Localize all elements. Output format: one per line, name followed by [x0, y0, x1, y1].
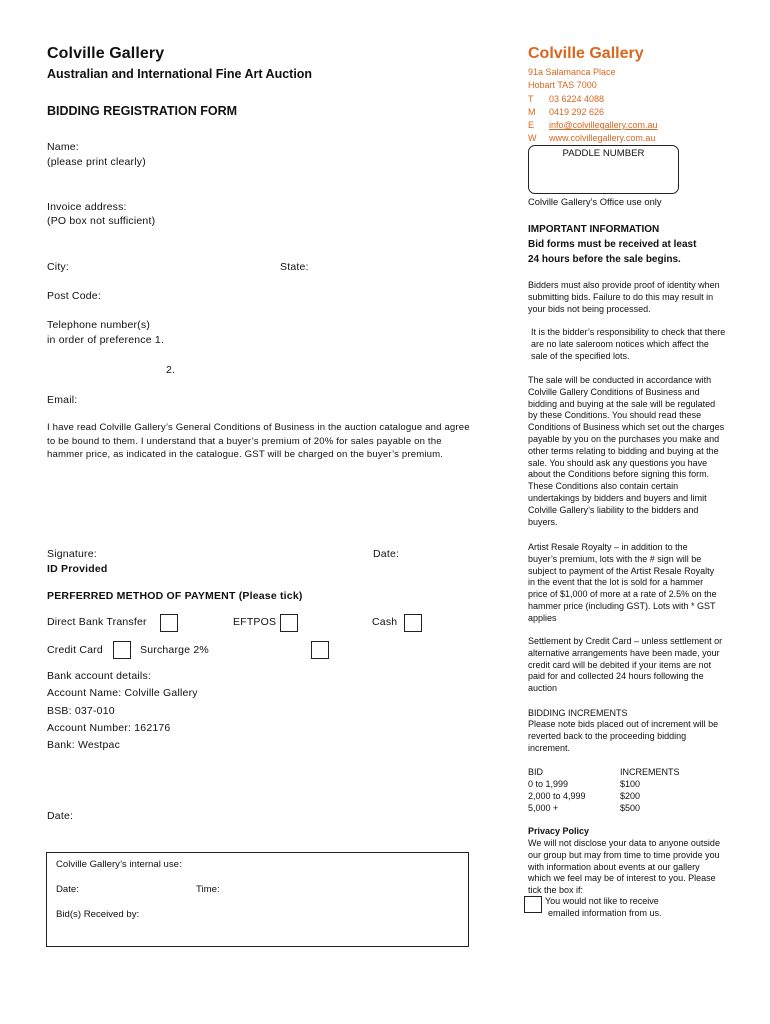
privacy-opt-line-2: emailed information from us. [548, 908, 662, 918]
pay-bank-checkbox[interactable] [160, 614, 178, 632]
royalty-paragraph: Artist Resale Royalty – in addition to the buyer’s premium, lots with the # sign will be subject to payment of the Artist Resale Royalty in the event that the lot is sold for a hammer price of $1,000 of more at a rate of 2.5% on the hammer price (including GST). Lots with * GST applies [528, 542, 717, 623]
web-letter: W [528, 133, 537, 143]
invoice-address-hint: (PO box not sufficient) [47, 215, 156, 227]
internal-use-title: Colville Gallery’s internal use: [56, 859, 182, 870]
important-title: IMPORTANT INFORMATION [528, 224, 660, 235]
pay-cash-checkbox[interactable] [404, 614, 422, 632]
internal-use-box [46, 852, 469, 947]
increment-row-bid: 2,000 to 4,999 [528, 791, 586, 801]
conditions-paragraph: The sale will be conducted in accordance with Colville Gallery Conditions of Business and bidding and buying at the sale will be regulated by these Conditions. You should read these Conditions of Business which set out the charges payable by you on the purchases you make and other terms relating to bidding and buying at the sale. You should ask any questions you have about the Conditions before signing this form. These Conditions also contain certain undertakings by bidders and buyers and limit Colville Gallery’s liability to the bidders and buyers. [528, 375, 725, 527]
state-label: State: [280, 261, 309, 273]
increment-row-inc: $100 [620, 779, 641, 789]
responsibility-paragraph: It is the bidder’s responsibility to check that there are no late saleroom notices which affect the sale of the specified lots. [531, 327, 726, 361]
paddle-number-label: PADDLE NUMBER [562, 148, 645, 159]
increments-header-bid: BID [528, 767, 544, 777]
pay-credit-checkbox[interactable] [113, 641, 131, 659]
internal-date-label: Date: [56, 884, 79, 895]
web-address: www.colvillegallery.com.au [549, 133, 656, 143]
increment-row-bid: 0 to 1,999 [528, 779, 569, 789]
important-line-2: 24 hours before the sale begins. [528, 254, 681, 265]
name-hint: (please print clearly) [47, 156, 146, 168]
signature-date-label: Date: [373, 548, 400, 560]
privacy-opt-line-1: You would not like to receive [545, 896, 659, 906]
signature-label: Signature: [47, 548, 97, 560]
form-subtitle: Australian and International Fine Art Auction [47, 67, 313, 81]
increments-title: BIDDING INCREMENTS [528, 708, 628, 718]
increments-text: Please note bids placed out of increment will be reverted back to the proceeding bidding increment. [528, 719, 719, 753]
increments-header-inc: INCREMENTS [620, 767, 680, 777]
telephone-second: 2. [166, 364, 176, 376]
bank-details-title: Bank account details: [47, 670, 152, 682]
privacy-opt-out-checkbox[interactable] [524, 896, 542, 913]
invoice-address-label: Invoice address: [47, 201, 127, 213]
email-link[interactable]: info@colvillegallery.com.au [549, 120, 658, 130]
paddle-number-box [528, 145, 679, 194]
pay-eftpos-label: EFTPOS [233, 616, 277, 628]
privacy-text: We will not disclose your data to anyone outside our group but may from time to time provide you with information about events at our gallery which we feel may be of interest to you. Please tick the box if: [528, 838, 720, 896]
gallery-title: Colville Gallery [47, 45, 165, 62]
mobile-number: 0419 292 626 [549, 107, 605, 117]
increment-row-inc: $200 [620, 791, 641, 801]
increment-row-bid: 5,000 + [528, 803, 559, 813]
office-use-note: Colville Gallery’s Office use only [528, 196, 662, 207]
bank-account-number: Account Number: 162176 [47, 722, 171, 734]
bottom-date-label: Date: [47, 810, 74, 822]
form-title: BIDDING REGISTRATION FORM [47, 104, 238, 118]
id-provided-label: ID Provided [47, 563, 108, 575]
pay-credit-label: Credit Card [47, 644, 103, 656]
phone-letter: T [528, 94, 534, 104]
phone-number: 03 6224 4088 [549, 94, 605, 104]
email-letter: E [528, 120, 535, 130]
email-label: Email: [47, 394, 78, 406]
agreement-text: I have read Colville Gallery’s General Conditions of Business in the auction catalogue and agree to be bound to them. I understand that a buyer’s premium of 20% for sales payable on the hammer price, as indicated in the catalogue. GST will be charged on the buyer’s premium. [47, 422, 470, 461]
pay-surcharge-checkbox[interactable] [311, 641, 329, 659]
bank-bsb: BSB: 037-010 [47, 705, 115, 717]
pay-cash-label: Cash [372, 616, 398, 628]
city-label: City: [47, 261, 69, 273]
address-line-2: Hobart TAS 7000 [528, 80, 597, 90]
important-line-1: Bid forms must be received at least [528, 239, 697, 250]
privacy-title: Privacy Policy [528, 826, 590, 836]
mobile-letter: M [528, 107, 536, 117]
pay-surcharge-label: Surcharge 2% [140, 644, 209, 656]
telephone-hint: in order of preference 1. [47, 334, 165, 346]
telephone-label: Telephone number(s) [47, 319, 151, 331]
right-gallery-title: Colville Gallery [528, 45, 644, 62]
increment-row-inc: $500 [620, 803, 641, 813]
pay-eftpos-checkbox[interactable] [280, 614, 298, 632]
bank-name: Bank: Westpac [47, 739, 121, 751]
address-line-1: 91a Salamanca Place [528, 67, 616, 77]
settlement-paragraph: Settlement by Credit Card – unless settlement or alternative arrangements have been made, your credit card will be debited if your items are not paid for and collected 24 hours following the auction [528, 636, 723, 694]
payment-title: PERFERRED METHOD OF PAYMENT (Please tick) [47, 590, 303, 602]
internal-time-label: Time: [196, 884, 220, 895]
name-label: Name: [47, 141, 79, 153]
internal-bids-label: Bid(s) Received by: [56, 909, 140, 920]
identity-paragraph: Bidders must also provide proof of identity when submitting bids. Failure to do this may result in your bids not being processed. [528, 280, 720, 314]
pay-bank-label: Direct Bank Transfer [47, 616, 147, 628]
postcode-label: Post Code: [47, 290, 101, 302]
bank-account-name: Account Name: Colville Gallery [47, 687, 198, 699]
